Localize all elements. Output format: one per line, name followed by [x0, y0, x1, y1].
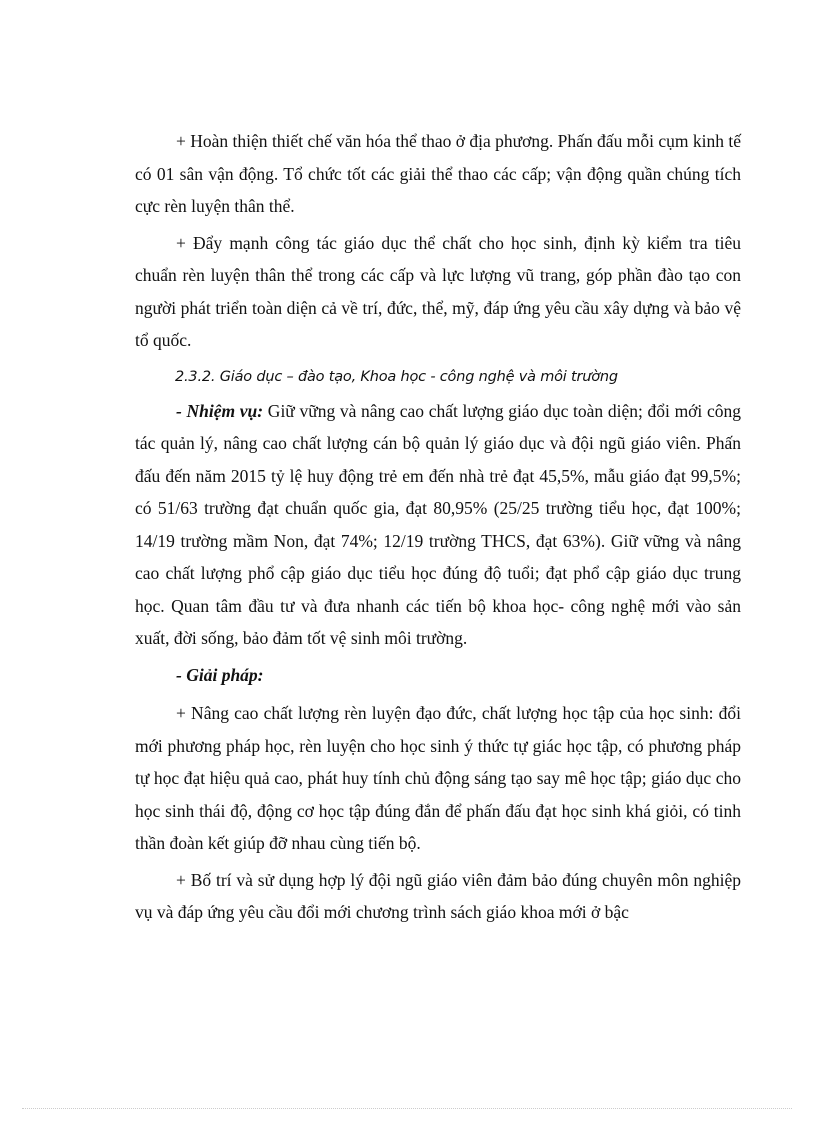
- paragraph-physical-education: + Đẩy mạnh công tác giáo dục thể chất cho học sinh, định kỳ kiểm tra tiêu chuẩn rèn luyện thân thể trong các cấp và lực lượng vũ trang, góp phần đào tạo con người phát triển toàn diện cả về trí, đức, thể, mỹ, đáp ứng yêu cầu xây dựng và bảo vệ tổ quốc.: [135, 232, 741, 350]
- section-heading: 2.3.2. Giáo dục – đào tạo, Khoa học - công nghệ và môi trường: [175, 368, 618, 385]
- paragraph-tasks: [135, 395, 741, 655]
- solution-label: - Giải pháp:: [176, 664, 264, 685]
- task-label: - Nhiệm vụ:: [176, 400, 264, 421]
- paragraph-sports-facilities: + Hoàn thiện thiết chế văn hóa thể thao ở địa phương. Phấn đấu mỗi cụm kinh tế có 01 sân vận động. Tổ chức tốt các giải thể thao các cấp; vận động quần chúng tích cực rèn luyện thân thể.: [135, 131, 741, 216]
- task-text: Giữ vững và nâng cao chất lượng giáo dục toàn diện; đổi mới công tác quản lý, nâng cao chất lượng cán bộ quản lý giáo dục và đội ngũ giáo viên. Phấn đấu đến năm 2015 tỷ lệ huy động trẻ em đến nhà trẻ đạt 45,5%, mẫu giáo đạt 99,5%; có 51/63 trường đạt chuẩn quốc gia, đạt 80,95% (25/25 trường tiểu học, đạt 100%; 14/19 trường mầm Non, đạt 74%; 12/19 trường THCS, đạt 63%). Giữ vững và nâng cao chất lượng phổ cập giáo dục tiểu học đúng độ tuổi; đạt phổ cập giáo dục trung học. Quan tâm đầu tư và đưa nhanh các tiến bộ khoa học- công nghệ mới vào sản xuất, đời sống, bảo đảm tốt vệ sinh môi trường.: [135, 400, 741, 648]
- paragraph-student-quality: + Nâng cao chất lượng rèn luyện đạo đức, chất lượng học tập của học sinh: đổi mới phương pháp học, rèn luyện cho học sinh ý thức tự giác học tập, có phương pháp tự học đạt hiệu quả cao, phát huy tính chủ động sáng tạo say mê học tập; giáo dục cho học sinh thái độ, động cơ học tập đúng đắn để phấn đấu đạt học sinh khá giỏi, có tinh thần đoàn kết giúp đỡ nhau cùng tiến bộ.: [135, 703, 741, 853]
- paragraph-teacher-staff: + Bố trí và sử dụng hợp lý đội ngũ giáo viên đảm bảo đúng chuyên môn nghiệp vụ và đáp ứng yêu cầu đổi mới chương trình sách giáo khoa mới ở bậc: [135, 869, 741, 922]
- solution-heading: [135, 659, 741, 692]
- document-body: [135, 125, 741, 933]
- page-bottom-divider: [22, 1108, 792, 1109]
